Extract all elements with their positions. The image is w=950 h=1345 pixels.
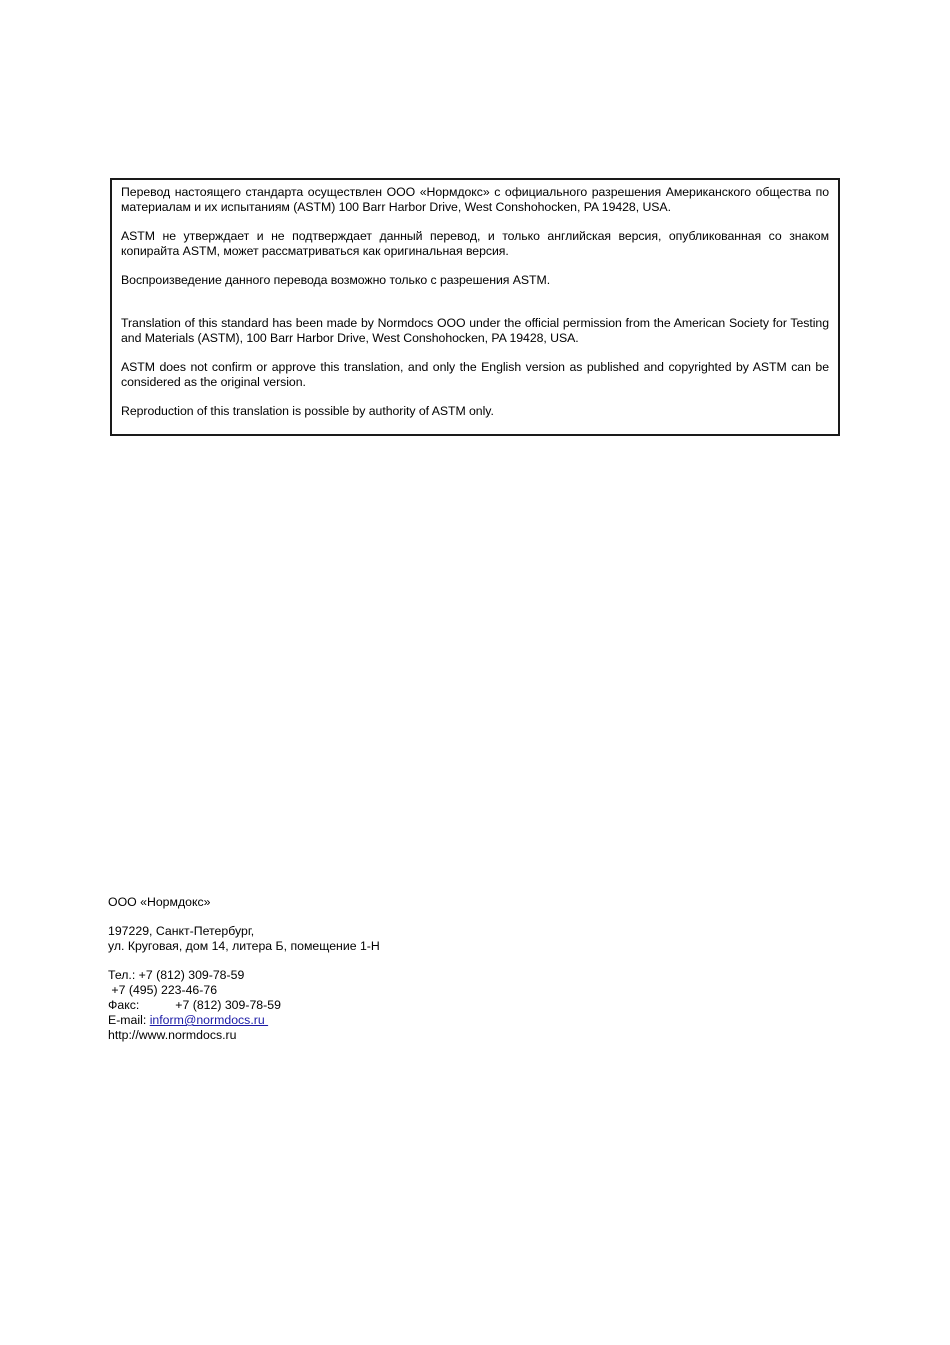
fax-value: +7 (812) 309-78-59: [175, 998, 281, 1012]
email-link[interactable]: inform@normdocs.ru: [149, 1013, 269, 1027]
notice-ru-paragraph-2: ASTM не утверждает и не подтверждает данный перевод, и только английская версия, опубликованная со знаком копирайта ASTM, может рассматриваться как оригинальная версия.: [121, 229, 829, 258]
notice-ru-paragraph-1: Перевод настоящего стандарта осуществлен ООО «Нормдокс» с официального разрешения Американского общества по материалам и их испытаниям (ASTM) 100 Barr Harbor Drive, West Conshohocken, PA 19428, USA.: [121, 185, 829, 214]
notice-ru-paragraph-3: Воспроизведение данного перевода возможно только с разрешения ASTM.: [121, 273, 551, 287]
address-line-2: ул. Круговая, дом 14, литера Б, помещение 1-Н: [108, 939, 380, 953]
fax-label: Факс:: [108, 998, 140, 1012]
company-name: ООО «Нормдокс»: [108, 895, 211, 909]
phone-2: +7 (495) 223-46-76: [108, 983, 218, 997]
notice-en-paragraph-2: ASTM does not confirm or approve this translation, and only the English version as published and copyrighted by ASTM can be considered as the original version.: [121, 360, 829, 389]
notice-en-paragraph-3: Reproduction of this translation is possible by authority of ASTM only.: [121, 404, 494, 418]
website: http://www.normdocs.ru: [108, 1028, 237, 1042]
phone-1: Тел.: +7 (812) 309-78-59: [108, 968, 245, 982]
notice-en-paragraph-1: Translation of this standard has been made by Normdocs OOO under the official permission from the American Society for Testing and Materials (ASTM), 100 Barr Harbor Drive, West Conshohocken, PA 19428, USA.: [121, 316, 829, 345]
contact-block: [108, 895, 380, 1043]
translation-notice-box: [110, 178, 840, 436]
fax-line: [108, 998, 380, 1013]
email-label: E-mail:: [108, 1013, 150, 1027]
address-line-1: 197229, Санкт-Петербург,: [108, 924, 255, 938]
email-line: [108, 1013, 380, 1028]
